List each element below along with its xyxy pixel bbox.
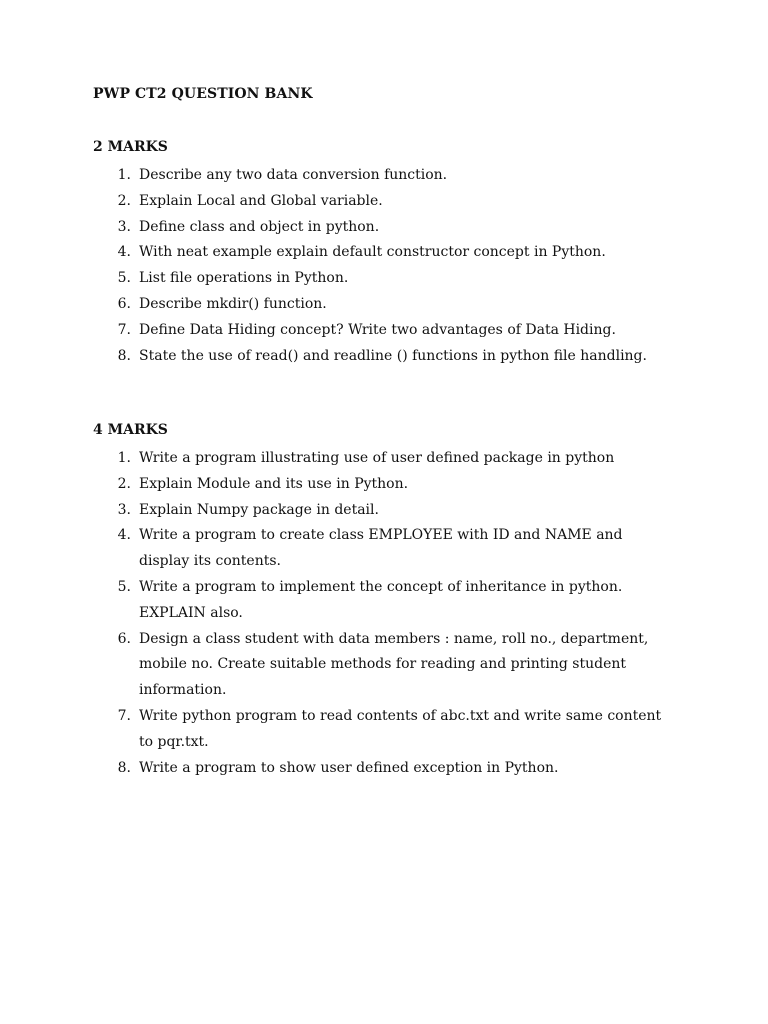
question-number: 1. (117, 450, 131, 466)
question-item (93, 266, 673, 292)
question-item (93, 163, 673, 189)
question-item (93, 446, 673, 472)
section-2-marks (93, 137, 673, 369)
question-text: Explain Module and its use in Python. (139, 475, 409, 492)
question-list (93, 163, 673, 369)
question-text: Write a program to implement the concept of inheritance in python. EXPLAIN also. (139, 578, 623, 621)
question-item (93, 240, 673, 266)
question-number: 1. (117, 167, 131, 183)
question-number: 2. (117, 192, 131, 209)
question-item (93, 704, 673, 756)
question-text: Explain Numpy package in detail. (139, 501, 379, 518)
question-number: 2. (117, 475, 131, 492)
question-text: With neat example explain default constructor concept in Python. (139, 244, 606, 261)
question-text: Describe any two data conversion function. (139, 167, 448, 183)
question-text: Define Data Hiding concept? Write two advantages of Data Hiding. (139, 321, 616, 338)
question-number: 8. (117, 347, 131, 364)
question-number: 7. (117, 321, 131, 338)
question-number: 5. (117, 270, 131, 287)
question-item (93, 523, 673, 575)
question-item (93, 215, 673, 241)
question-number: 4. (117, 527, 131, 544)
question-text: State the use of read() and readline () functions in python file handling. (139, 347, 647, 364)
question-item (93, 318, 673, 344)
question-number: 6. (117, 630, 131, 647)
page-title: PWP CT2 QUESTION BANK (93, 86, 313, 102)
question-number: 8. (117, 759, 131, 776)
question-number: 7. (117, 707, 131, 724)
question-item (93, 627, 673, 704)
question-text: Design a class student with data members : name, roll no., department, mobile no. Create suitable methods for reading and printing student information. (139, 630, 649, 699)
question-text: Write python program to read contents of abc.txt and write same content to pqr.txt. (139, 707, 662, 750)
question-text: List file operations in Python. (139, 270, 349, 287)
section-4-marks (93, 420, 673, 781)
question-text: Describe mkdir() function. (139, 295, 327, 312)
question-item (93, 498, 673, 524)
question-text: Write a program to show user defined exception in Python. (139, 759, 559, 776)
section-heading: 2 MARKS (93, 139, 168, 155)
question-text: Write a program illustrating use of user defined package in python (139, 450, 615, 466)
question-number: 3. (117, 218, 131, 235)
question-list (93, 446, 673, 781)
question-item (93, 575, 673, 627)
question-text: Explain Local and Global variable. (139, 192, 383, 209)
question-text: Define class and object in python. (139, 218, 380, 235)
question-text: Write a program to create class EMPLOYEE with ID and NAME and display its contents. (139, 527, 623, 570)
question-number: 3. (117, 501, 131, 518)
section-heading: 4 MARKS (93, 422, 168, 438)
question-item (93, 472, 673, 498)
question-item (93, 292, 673, 318)
question-item (93, 756, 673, 782)
question-number: 6. (117, 295, 131, 312)
question-number: 5. (117, 578, 131, 595)
question-item (93, 344, 673, 370)
question-item (93, 189, 673, 215)
question-number: 4. (117, 244, 131, 261)
